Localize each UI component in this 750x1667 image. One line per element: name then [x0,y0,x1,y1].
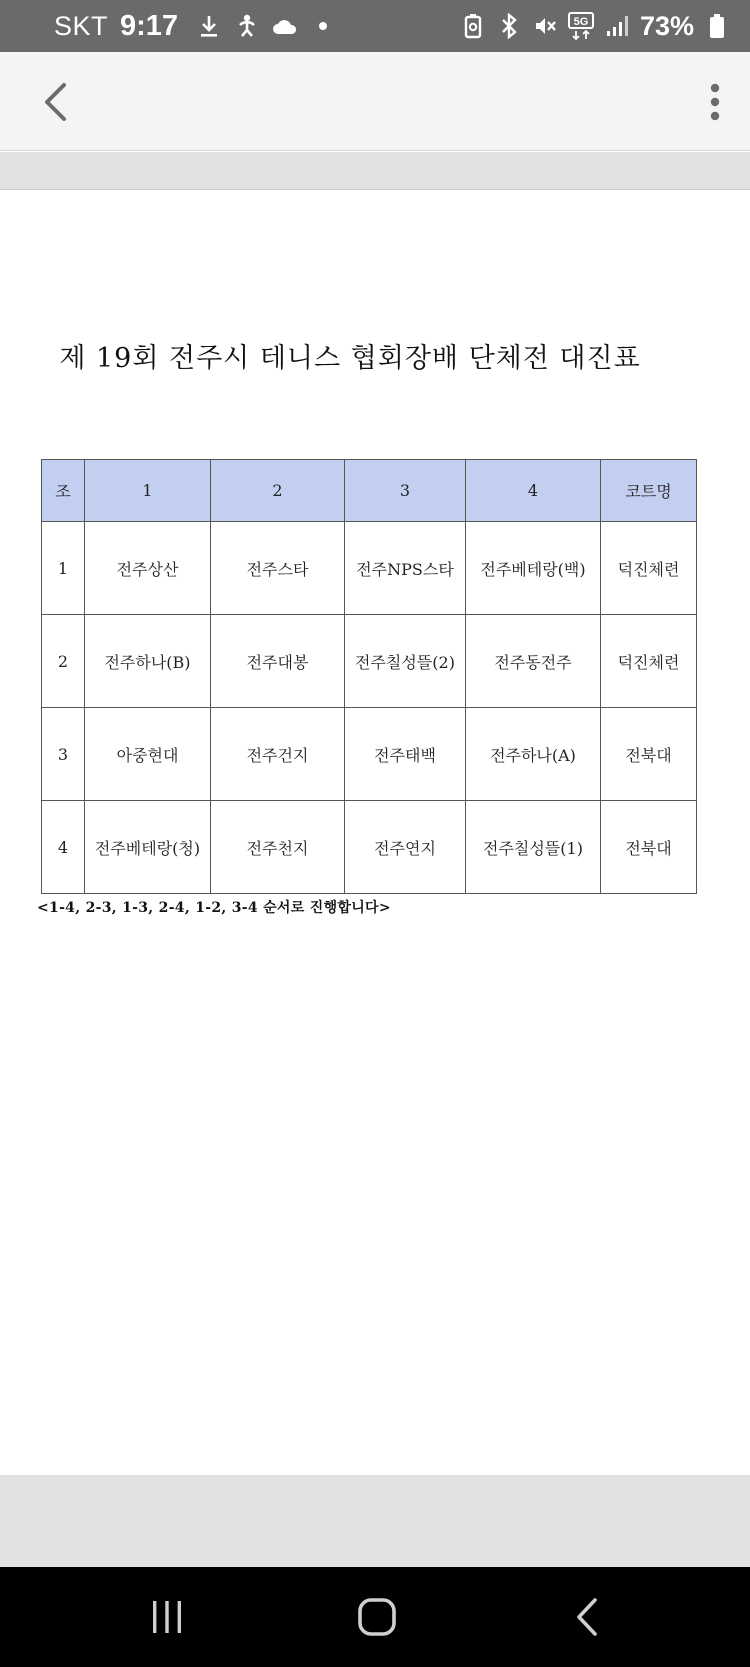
back-button[interactable] [36,80,76,124]
header-3: 3 [345,460,466,522]
cell-court: 덕진체련 [601,615,697,708]
cell-court: 덕진체련 [601,522,697,615]
document-page[interactable] [0,191,750,1475]
cell-team: 전주하나(B) [85,615,211,708]
cell-group: 1 [42,522,85,615]
cell-team: 전주베테랑(청) [85,801,211,894]
header-4: 4 [466,460,601,522]
cell-team: 전주건지 [211,708,345,801]
cell-group: 2 [42,615,85,708]
cell-team: 전주베테랑(백) [466,522,601,615]
mute-icon [532,11,558,41]
header-group: 조 [42,460,85,522]
table-row [42,615,697,708]
status-time: 9:17 [120,9,179,42]
recents-button[interactable] [137,1593,197,1641]
document-title: 제 19회 전주시 테니스 협회장배 단체전 대진표 [59,343,641,374]
battery-icon [704,11,730,41]
header-court: 코트명 [601,460,697,522]
cell-group: 3 [42,708,85,801]
cell-team: 아중현대 [85,708,211,801]
bracket-table [41,459,697,894]
battery-saver-icon [460,11,486,41]
viewer-bottom-margin [0,1475,750,1567]
header-1: 1 [85,460,211,522]
carrier-label: SKT [54,10,109,41]
system-back-button[interactable] [557,1593,617,1641]
download-icon [196,11,222,41]
cell-court: 전북대 [601,708,697,801]
back-icon [573,1597,601,1637]
status-left [54,10,336,43]
cell-team: 전주칠성뜰(2) [345,615,466,708]
table-row [42,801,697,894]
navigation-bar [0,1567,750,1667]
cell-team: 전주NPS스타 [345,522,466,615]
table-header-row [42,460,697,522]
dot-icon [310,11,336,41]
bluetooth-icon [496,11,522,41]
accessibility-icon [234,11,260,41]
chevron-left-icon [42,82,70,122]
status-right [460,11,730,42]
table-row [42,522,697,615]
more-options-button[interactable] [700,78,730,126]
cell-court: 전북대 [601,801,697,894]
cell-team: 전주상산 [85,522,211,615]
recents-icon [149,1599,185,1635]
cell-team: 전주천지 [211,801,345,894]
match-order-note: <1-4, 2-3, 1-3, 2-4, 1-2, 3-4 순서로 진행합니다> [37,900,391,916]
cell-team: 전주대봉 [211,615,345,708]
svg-text:5G: 5G [573,16,589,28]
cell-team: 전주칠성뜰(1) [466,801,601,894]
more-vertical-icon [709,83,721,121]
cell-team: 전주하나(A) [466,708,601,801]
cell-team: 전주스타 [211,522,345,615]
header-2: 2 [211,460,345,522]
status-bar [0,0,750,52]
viewer-top-margin [0,152,750,190]
table-row [42,708,697,801]
battery-percent: 73% [639,10,694,41]
home-icon [357,1597,397,1637]
cell-team: 전주태백 [345,708,466,801]
home-button[interactable] [347,1593,407,1641]
signal-icon [604,11,630,41]
cell-team: 전주연지 [345,801,466,894]
app-bar [0,52,750,151]
cell-group: 4 [42,801,85,894]
cell-team: 전주동전주 [466,615,601,708]
cloud-icon [272,11,298,41]
5g-icon [568,11,594,41]
